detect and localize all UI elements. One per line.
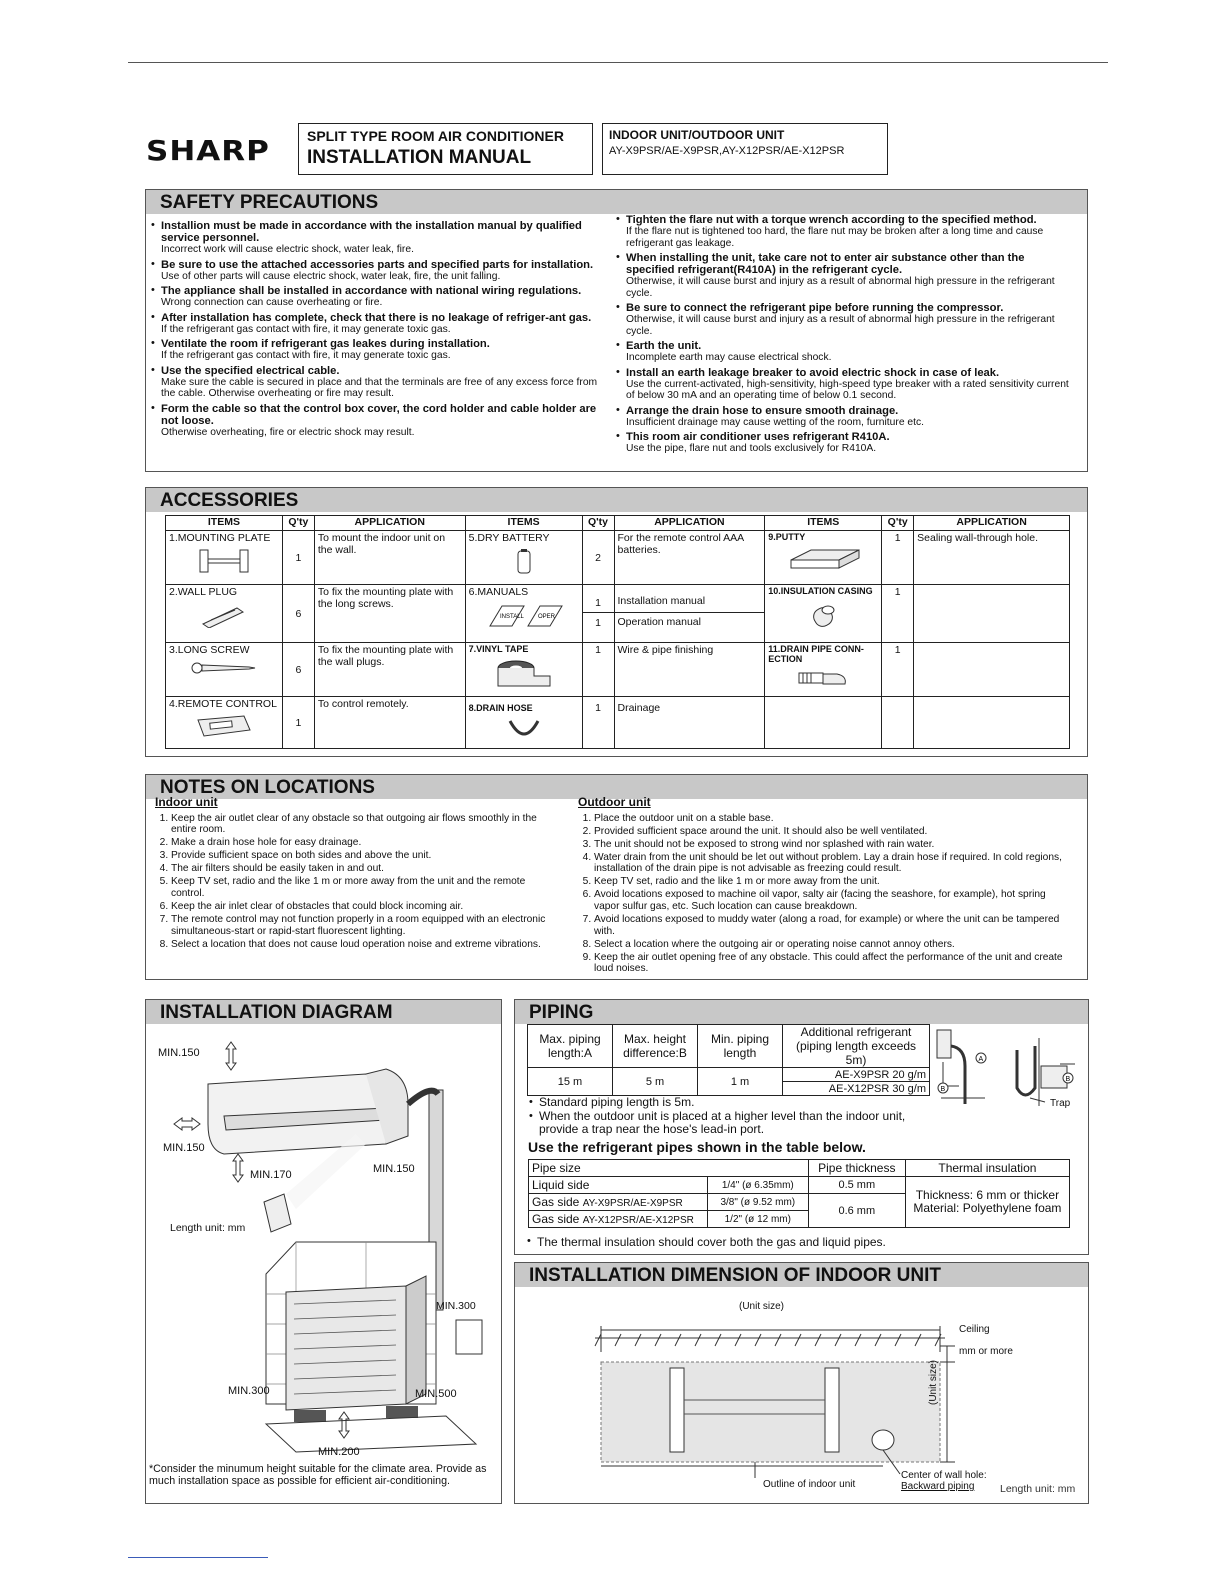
piping-limits-table: Max. piping length:A Max. height difference:B Min. piping length Additional refrigerant (piping length exceeds 5m) 15 m 5 m 1 m AE-X9PSR 20 g/m AE-X12PSR 30 g/m (527, 1024, 930, 1096)
outdoor-notes (578, 797, 1070, 976)
drain-hose-icon (504, 717, 544, 739)
outdoor-title: Outdoor unit (578, 795, 651, 809)
list-item: 6. Keep the air inlet clear of obstacles that could block incoming air. (171, 901, 560, 913)
ceiling-label: Ceiling (959, 1324, 990, 1335)
diagram-footnote: *Consider the minumum height suitable for the climate area. Provide as much installation space as possible for efficient air-conditioning. (149, 1463, 487, 1487)
wall-hole-label: Center of wall hole: Backward piping (901, 1470, 987, 1492)
list-item: 4. The air filters should be easily taken in and out. (171, 863, 560, 875)
list-item: 1. Place the outdoor unit on a stable base. (594, 813, 1070, 825)
safety-item: • When installing the unit, take care not to enter air substance other than the specified refrigerant(R410A) in the refrigerant cycle. Otherwise, it will cause burst and injury as a result of abnormal high pressure in the refrigerant cycle. (614, 252, 1076, 299)
piping-notes (527, 1096, 922, 1139)
table-row: 4.REMOTE CONTROL 1 To control remotely. 8.DRAIN HOSE 1 Drainage (166, 697, 1070, 749)
list-item: 2. Make a drain hose hole for easy drainage. (171, 837, 560, 849)
list-item: 6. Avoid locations exposed to machine oil vapor, salty air (facing the seashore, for example), hot spring vapor sulfur gas, etc. Such location can cause breakdown. (594, 889, 1070, 912)
list-item: 5. Keep TV set, radio and the like 1 m or more away from the unit and the remote control. (171, 876, 560, 899)
model-box (602, 123, 888, 175)
safety-item: • Install an earth leakage breaker to avoid electric shock in case of leak. Use the current-activated, high-sensitivity, high-speed type breaker with a rated sensitivity current of below 30 mA and an operating time of below 0.1 second. (614, 367, 1076, 402)
safety-item: • Installion must be made in accordance with the installation manual by qualified service personnel. Incorrect work will cause electric shock, water leak, fire. (149, 220, 601, 256)
diagram-title: INSTALLATION DIAGRAM (146, 1000, 501, 1024)
table-row: 1.MOUNTING PLATE 1 To mount the indoor unit on the wall. 5.DRY BATTERY 2 For the remote control AAA batteries. 9.PUTTY 1 Sealing wall-through hole. (166, 531, 1070, 585)
safety-item: • Use the specified electrical cable. Make sure the cable is secured in place and that the terminals are free of any excess force from the cable. Otherwise overheating or fire may result. (149, 365, 601, 400)
svg-text:OPER: OPER (537, 614, 555, 620)
safety-item: • Be sure to connect the refrigerant pipe before running the compressor. Otherwise, it will cause burst and injury as a result of abnormal high pressure in the refrigerant cycle. (614, 302, 1076, 337)
model-list: AY-X9PSR/AE-X9PSR,AY-X12PSR/AE-X12PSR (609, 145, 845, 157)
table-header-row: ITEMS Q'ty APPLICATION ITEMS Q'ty APPLICATION ITEMS Q'ty APPLICATION (166, 516, 1070, 531)
battery-icon (514, 548, 534, 574)
insulation-casing-icon (808, 600, 838, 630)
list-item: 4. Water drain from the unit should be let out without problem. Lay a drain hose if required. In cold regions, installation of the drain pipe is not advisable as freezing could result. (594, 852, 1070, 875)
list-item: 1. Keep the air outlet clear of any obstacle so that outgoing air flows smoothly in the entire room. (171, 813, 560, 836)
piping-title: PIPING (515, 1000, 1088, 1024)
safety-item: • Tighten the flare nut with a torque wrench according to the specified method. If the flare nut is tightened too hard, the flare nut may be broken after a long time and cause refrigerant gas leakage. (614, 214, 1076, 249)
min150-top-label: MIN.150 (158, 1047, 200, 1059)
dimension-length-unit: Length unit: mm (1000, 1483, 1076, 1495)
list-item: 8. Select a location that does not cause loud operation noise and extreme vibrations. (171, 939, 560, 951)
min150-right-label: MIN.150 (373, 1163, 415, 1175)
list-item: 3. The unit should not be exposed to strong wind nor splashed with rain water. (594, 839, 1070, 851)
table-row: 3.LONG SCREW 6 To fix the mounting plate with the wall plugs. 7.VINYL TAPE 1 Wire & pipe finishing 11.DRAIN PIPE CONN-ECTION 1 (166, 643, 1070, 697)
safety-item: • Be sure to use the attached accessories parts and specified parts for installation. Use of other parts will cause electric shock, water leak, fire, the unit falling. (149, 259, 601, 283)
safety-item: • Ventilate the room if refrigerant gas leakes during installation. If the refrigerant gas contact with fire, it may generate toxic gas. (149, 338, 601, 362)
safety-item: • This room air conditioner uses refrigerant R410A. Use the pipe, flare nut and tools exclusively for R410A. (614, 431, 1076, 455)
min170-label: MIN.170 (250, 1169, 292, 1181)
putty-icon (783, 546, 863, 570)
long-screw-icon (189, 660, 259, 676)
sharp-logo: SHARP (146, 134, 270, 168)
min300-left-label: MIN.300 (228, 1385, 270, 1397)
diagram-length-unit: Length unit: mm (170, 1222, 246, 1234)
mm-or-more-label: mm or more (959, 1346, 1013, 1357)
vinyl-tape-icon (494, 658, 554, 692)
svg-text:A: A (978, 1056, 984, 1063)
pipes-table-title: Use the refrigerant pipes shown in the table below. (528, 1139, 866, 1155)
unit-size-side-label: (Unit size) (928, 1359, 939, 1405)
thermal-note: • The thermal insulation should cover both the gas and liquid pipes. (525, 1235, 1224, 1249)
list-item: 9. Keep the air outlet opening free of any obstacle. This could affect the performance of the unit and create loud noises. (594, 952, 1070, 975)
svg-text:B: B (1065, 1076, 1071, 1083)
unit-label: INDOOR UNIT/OUTDOOR UNIT (609, 128, 785, 142)
safety-item: • Arrange the drain hose to ensure smooth drainage. Insufficient drainage may cause wetting of the room, furniture etc. (614, 405, 1076, 429)
dimension-diagram (515, 1290, 1088, 1502)
unit-size-top-label: (Unit size) (739, 1301, 785, 1312)
safety-right (614, 214, 1076, 458)
safety-item: • Earth the unit. Incomplete earth may cause electrical shock. (614, 340, 1076, 364)
dimension-title: INSTALLATION DIMENSION OF INDOOR UNIT (515, 1263, 1088, 1287)
bottom-rule (128, 1557, 268, 1558)
accessories-title: ACCESSORIES (146, 488, 1087, 512)
mounting-plate-icon (194, 548, 254, 574)
safety-item: • Form the cable so that the control box cover, the cord holder and cable holder are not loose. Otherwise overheating, fire or electric shock may result. (149, 403, 601, 439)
manuals-icon (484, 602, 564, 628)
piping-note: • Standard piping length is 5m. (527, 1096, 922, 1109)
title-box (298, 123, 593, 175)
safety-section (145, 189, 1088, 472)
min300-right-label: MIN.300 (436, 1300, 476, 1312)
list-item: 7. Avoid locations exposed to muddy water (along a road, for example) or where the unit can be tampered with. (594, 914, 1070, 937)
list-item: 7. The remote control may not function properly in a room equipped with an electronic simultaneous-start or rapid-start fluorescent lighting. (171, 914, 560, 937)
min150-left-label: MIN.150 (163, 1142, 205, 1154)
min500-label: MIN.500 (415, 1388, 457, 1400)
svg-text:B: B (940, 1086, 946, 1093)
safety-title: SAFETY PRECAUTIONS (146, 190, 1087, 214)
list-item: 2. Provided sufficient space around the unit. It should also be well ventilated. (594, 826, 1070, 838)
indoor-title: Indoor unit (155, 795, 218, 809)
safety-left (149, 220, 601, 441)
product-type: SPLIT TYPE ROOM AIR CONDITIONER (307, 128, 564, 144)
list-item: 8. Select a location where the outgoing air or operating noise cannot annoy others. (594, 939, 1070, 951)
manual-title: INSTALLATION MANUAL (307, 147, 532, 168)
list-item: 5. Keep TV set, radio and the like 1 m or more away from the unit. (594, 876, 1070, 888)
drain-connection-icon (793, 668, 853, 688)
table-row: 2.WALL PLUG 6 To fix the mounting plate with the long screws. 6.MANUALS INSTALL OPER 1 1 Installation manual Operation manual 10.INSULATION CASING 1 (166, 585, 1070, 643)
remote-control-icon (194, 714, 254, 738)
pipe-size-table: Pipe size Pipe thickness Thermal insulation Liquid side 1/4" (ø 6.35mm) 0.5 mm Thickness: 6 mm or thicker Material: Polyethylene foam Gas side AY-X9PSR/AE-X9PSR 3/8" (ø 9.52 mm) 0.6 mm Gas side AY-X12PSR/AE-X12PSR 1/2" (ø 12 mm) (528, 1159, 1070, 1228)
list-item: 3. Provide sufficient space on both sides and above the unit. (171, 850, 560, 862)
min200-label: MIN.200 (318, 1446, 360, 1458)
top-rule (128, 62, 1108, 63)
svg-text:INSTALL: INSTALL (499, 614, 524, 620)
trap-label: Trap (1050, 1098, 1071, 1109)
safety-item: • After installation has complete, check that there is no leakage of refriger-ant gas. If the refrigerant gas contact with fire, it may generate toxic gas. (149, 312, 601, 336)
accessories-table (165, 515, 1070, 749)
piping-note: • When the outdoor unit is placed at a higher level than the indoor unit, provide a trap near the hose's lead-in port. (527, 1110, 922, 1136)
locations-title: NOTES ON LOCATIONS (146, 775, 1087, 799)
safety-item: • The appliance shall be installed in accordance with national wiring regulations. Wrong connection can cause overheating or fire. (149, 285, 601, 309)
wall-plug-icon (199, 602, 249, 628)
indoor-notes (155, 797, 560, 952)
outline-label: Outline of indoor unit (763, 1479, 856, 1490)
